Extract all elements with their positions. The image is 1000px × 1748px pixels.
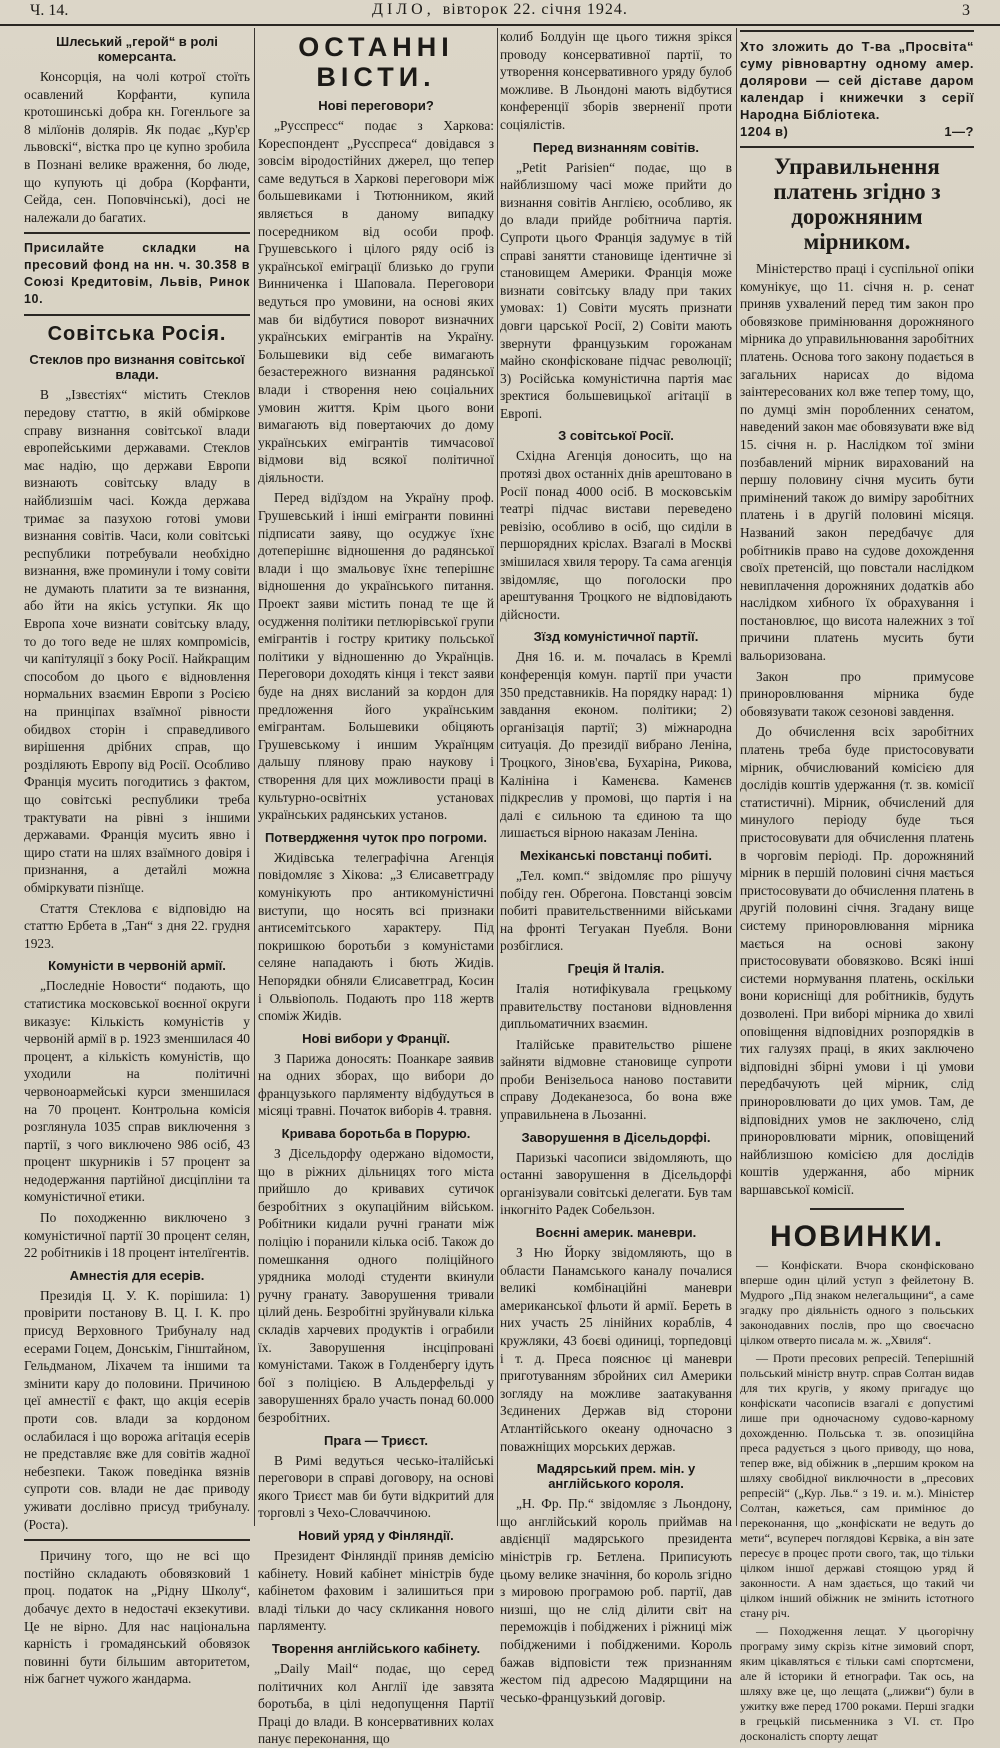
article-paragraph: В „Ізвєстіях“ містить Стеклов передову статтю, в якій обміркове справу визнання совітської влади европейськими державами. Стеклов має надію, що держави Европи визнають совітську владу в найблизшім часі. Кожда держава тримає за пазухою готові умови визнання совітів. Часи, коли совітські республики потребували необхідно визнання, вже проминули і тому совіти не думають платити за те визнання, або йти на якісь уступки. Як що Европа хоче визнати совітську владу, то до того веде не шлях компромісів, чи капітуляції з боку Росії. Найкращим способом до цього є відновлення нормальних взаємин Европи з Росією на принціпах взаїмної рівности обидвох сторін і справедливого вирішення дрібних справ, що розділяють Европу від Росії. Особливо Франція мусить погодитись з фактом, що совітські республики треба трактувати на рівні з іншими державами. Франція мусить явно і щиро стати на шлях взаїмного довіря і признання, а детайлі можна обміркувати пізнїще.	[24, 387, 250, 895]
article-title: Потвердження чуток про погроми.	[264, 829, 488, 845]
section-rule	[24, 314, 250, 316]
column-1	[24, 28, 250, 1687]
section-rule	[740, 30, 974, 32]
article-title: Амнестія для есерів.	[69, 1267, 205, 1283]
article-paragraph: В Римі ведуться чесько-італійські переговори в справі договору, на основі якого Триєст мав би бути відкритий для торговлі з Чехо-Словаччиною.	[258, 1452, 494, 1521]
article-title: Творення англійського кабінету.	[271, 1640, 481, 1656]
article-paragraph: З Парижа доносять: Поанкаре заявив на одних зборах, що вибори до французького парляменту відбудуться в місяці травні. Початок виборів 4. травня.	[258, 1050, 494, 1119]
article-title: Совітська Росія.	[47, 323, 227, 346]
article-paragraph: „Русспресс“ подає з Харкова: Кореспондент „Русспреса“ довідався з зовсім віродостійних джерел, що тепер саме ведуться в Харкові переговори між большевиками і Тютюнником, який являється в даному випадку посередником від особи проф. Грушевського і цілого ряду осіб із української еміграції близько до групи Винниченка і Шаповала. Переговори ведуться про умовини, на основі яких мав би відбутися поворот визначних українських емігрантів на Україну. Большевики від себе вимагають безастережного визнання радянської влади і створення нею соціальних умовин життя. Крім цього вони вимагають від повертаючих до дому українських емігрантів тимчасової відмови від всякої політичної діяльности.	[258, 118, 494, 485]
article-paragraph: „Последніе Новости“ подають, що статистика московської воєнної округи виказує: Кількість комуністів у червоній армії в р. 1923 зменшилася 40 процент, а кількість комуністів, що уходили на політичні червоноармейські курси зменшилася на 70 процент. Контрольна комісія розглянула 1035 справ виключення з партії, з чого виключено 986 осіб, 43 процент шкурників і 57 процент за недодержання партійної дисціпліни та комуністичної етики.	[24, 978, 250, 1205]
masthead	[0, 0, 1000, 26]
article-paragraph: Жидівська телеграфічна Агенція повідомляє з Хікова: „З Єлисаветграду комунікують про антикомуністичні виступи, що носять всі признаки антисемітського характеру. Під покришкою боротьби з комуністами селяне нападають і бють Жидів. Непорядки обняли Єлисаветград, Косин і Ольвіополь. Подають про 118 жертв споміж Жидів.	[258, 849, 494, 1024]
news-item: — Конфіскати. Вчора сконфісковано вперше один цілий уступ з фейлетону В. Мудрого „Під знаком нелегальщини“, а саме згадку про діяльність одного з польських законодавних послів, про що своєчасно цілком отверто писала м. ж. „Хвиля“.	[740, 1258, 974, 1348]
paper-name: ДІЛО,	[372, 1, 435, 18]
news-item: — Проти пресових репресій. Теперішній польський міністр внутр. справ Солтан видав для тих кругів, у якому пригадує що конфіскати часописів взагалі є допустимі лише при одночасному судово-карному дохожденню. Польська т. зв. опозиційна преса радується з цього приводу, що нова, тепер вже, від обіжник в „першим кроком на шляху свобідної виключности в „пресових репресій“ („Кур. Льв.“ з 19. и. м.). Міністер Солтан, кажеться, сам примінює до переконання, що „конфіскати не ведуть до мети“, всупереч поглядові Кєрвіка, а він зате пересує в процес проти свого, так, що тільки цілком іншої державі стоящою уряд й законности. А нам здається, що такий чи цілком інший обіжник не змінить істотного стану річ.	[740, 1351, 974, 1621]
column-divider	[497, 28, 498, 1526]
notice-mark: 1—?	[944, 124, 974, 139]
article-paragraph: До обчислення всіх заробітних платень треба буде пристосовувати мірник, обчислюваний комісією для дослідів коштів удержання (т. зв. комісії статистичні). Мірник, обчислений для минулого періоду буде ться пристосовувати для обчислення платень в чорговім періоді. Пр. дорожняний мірник в першій половині січня мається пристосовувати до обчислення платень в другій половині січня. Згадану вище систему приноровлювання мірника мається на основі закону пристосовувати обовязково. Всякі інші системи нормування платень, оскільки вони корисніщі для робітників, будуть дозволені. При виборі мірника до хвилі оповіщення відповідних розпорядків в тих галузях праці, в яких заключено відповідні збірні умови і ці умови передбачують цей мірник, слід приноровлювати до цих умов. Там, де відповідних умов не заключено, слід приноровлювати мірник, оповіщений найблизшою комісією для дослідів коштів удержання, або мірник варшавської комісії.	[740, 724, 974, 1197]
masthead-title	[0, 1, 1000, 19]
article-paragraph: По походженню виключено з комуністичної партії 30 процент селян, 22 робітників і 18 процент інтелїгентів.	[24, 1210, 250, 1261]
article-title: Зїзд комуністичної партії.	[533, 629, 699, 645]
article-paragraph: Східна Агенція доносить, що на протязі двох останніх днів арештовано в Росії понад 4000 осіб. В московськім театрі підчас вистави переведено ревізію, особливо в осіб, що сиділи в першорядних кріслах. Взагалі в Москві змішилася хвиля терору. Та сама агенція звідомляє, що поголоски про арештування Троцкого не відповідають дійсности.	[500, 448, 732, 622]
article-title: Кривава боротьба в Порурю.	[281, 1126, 471, 1142]
column-3	[500, 28, 732, 1705]
issue-date: вівторок 22. січня 1924.	[442, 1, 628, 18]
article-paragraph: Міністерство праці і суспільної опіки комунікує, що 11. січня н. р. сенат приняв ухвалений перед тим закон про обовязкове примінювання дорожняного мірника до управильнювання заробітних платень. Основа того закону подається в загальних нарисах до відома заінтересованих кол вже тепер тому, що, по думці змін поробленних сенатом, наведений закон має обовязувати вже від 15. січня н. р. Наслідком тої зміни позбавлений мірник вирахований на першу половину січня мусить бути примінений також до виміру заробітних платень і в другій половині місяця. Названий закон передбачує для робітників право на судове дохождення своїх претенсій, що повстали наслідком невиплачення дорожняних додатків або наслідком хибного їх обрахування і постановлює, що висота належних з тої причини платень мусить бути вальоризована.	[740, 261, 974, 664]
article-paragraph: Стаття Стеклова є відповідю на статтю Ербета в „Тан“ з дня 22. грудня 1923.	[24, 900, 250, 951]
section-rule	[740, 146, 974, 148]
article-paragraph: „Тел. комп.“ звідомляє про рішучу побіду ген. Обрегона. Повстанці зовсім побиті правительственними військами на фронті Тегуакан Пуебля. Вони розбіглися.	[500, 867, 732, 954]
notice-code: 1204 в)	[740, 124, 789, 139]
article-paragraph: „Daily Mail“ подає, що серед політичних кол Англії іде завзята боротьба, в цілі недопущення Партії Праці до влади. В консервативних колах панує переконання, що	[258, 1660, 494, 1747]
news-item: — Походження лещат. У цьогорічну програму зиму скрізь кітне зимовий спорт, яким цікавляться є тільки самі спортсмени, але й історики й етнографи. Так ось, на шляху вже це, що лещата („лижви“) були в ужитку вже перед 1700 роками. Перші згадки в грецькій письменника з VI. ст. Про досконалість спорту лещат	[740, 1624, 974, 1744]
article-title: Мехіканські повстанці побиті.	[519, 847, 713, 863]
article-paragraph: З Ню Йорку звідомляють, що в области Панамського каналу почалися великі комбінаційні маневри американської фльоти й армії. Береть в них участь 25 лінійних кораблів, 4 кружляки, 43 боєві одиниці, торпедовці і т. д. Преса пояснює ці маневри приготуванням збройних сил Америки зогляду на можливе заатакування Зєдинених Держав від сторони Атлантійського океану одночасно з поважніщих морських держав.	[500, 1245, 732, 1454]
article-subtitle: Стеклов про визнання совітської влади.	[29, 352, 245, 383]
section-rule	[24, 232, 250, 234]
article-paragraph: Італійське правительство рішене зайняти відмовне становище супроти проби Венізельоса наново поставити справу Додеканезоса, бо вона вже управильнена в Льозанні.	[500, 1036, 732, 1123]
news-section-title: НОВИНКИ.	[769, 1220, 945, 1254]
article-paragraph: Дня 16. и. м. почалась в Кремлі конференція комун. партії при участи 350 представників. На порядку нарад: 1) завдання економ. політики; 2) організація партії; 3) міжнародна ситуація. До президії вибрано Леніна, Троцкого, Зінов'єва, Бухаріна, Рикова, Калініна і Каменєва. Каменєв підкреслив у промові, що партія і на далі є сильною та єдиною та що лишається вірною наказам Леніна.	[500, 649, 732, 841]
article-paragraph: Президент Фінляндії приняв демісію кабінету. Новий кабінет міністрів буде кабінетом фаховим і залишиться при владі тільки до часу скликання нового парляменту.	[258, 1547, 494, 1634]
section-rule	[810, 1208, 904, 1210]
article-title: Управильнення платень згідно з дорожняним мірником.	[773, 154, 941, 254]
column-divider	[736, 28, 737, 1526]
article-paragraph: Італія нотифікувала грецькому правительству постанови відновлення дипльоматичних взаємин.	[500, 980, 732, 1032]
prosvita-notice-text: Хто зложить до Т-ва „Просвіта“ суму рівновартну одному амер. долярови — сей діставе даром календар і книжечки з серії Народна Бібліотека.	[740, 39, 974, 122]
column-2	[258, 28, 494, 1747]
column-divider	[254, 28, 255, 1526]
page-number: 3	[962, 2, 970, 19]
article-paragraph: „Н. Фр. Пр.“ звідомляє з Льондону, що англійський король приймав на авдієнції мадярського президента міністрів гр. Бетлена. Приписують цьому велике значіння, бо король згідно з мировою програмою роб. партії, дав низші, що не слід ділити світ на переможців і побіджених і ріжниці між побідженими і побідженими. Король бажав відповісти теж признанням жестом під адресою Мадярщини на чесько-французький договір.	[500, 1496, 732, 1705]
article-title: Шлеський „герой“ в ролі комерсанта.	[56, 34, 218, 64]
article-title: Мадярський прем. мін. у англійського короля.	[536, 1461, 696, 1492]
article-title: Заворушення в Дісельдорфі.	[521, 1129, 711, 1145]
article-title: Греція й Італія.	[567, 960, 665, 976]
article-paragraph: Консорція, на чолі котрої стоїть осавлений Корфанти, купила кротошинські добра кн. Гогенльоге за 8 мілїонів долярів. Як подає „Кур'єр львовскі“, вістка про це купно зробила в Познані велике враження, бо люде, що купують ці добра (Корфанти, Сейда, сен. Поповчінські), досі не належали до багатих.	[24, 69, 250, 225]
article-title: З совітської Росії.	[558, 428, 674, 444]
article-paragraph: колиб Болдуін ще цього тижня зрікся проводу консервативної партії, то утворення консервативного уряду булоб можливе. В Льондоні мають відбутися конференції зборів зверненії проти соціялістів.	[500, 29, 732, 132]
prosvita-notice	[740, 38, 974, 140]
article-title: Новий уряд у Фінляндії.	[298, 1527, 454, 1543]
article-title: Нові переговори?	[318, 98, 434, 113]
article-paragraph: Президія Ц. У. К. порішила: 1) провірити постанову В. Ц. І. К. про присуд Верховного Трибуналу над есерами Гоцем, Донськім, Гінштайном, Гельдманом, Ліхачем та іншими та змінити кару до половини. Причиною цеї амнестії є факт, що акція есерів проти сов. влади за кордоном ослабилася і що ворожа агітація есерів не представляє вже для совітів жадної небезпеки. Також поведінка вязнів супроти сов. влади не дає приводу уживати дослівно присуд трибуналу. (Роста).	[24, 1287, 250, 1532]
article-title: Комуністи в червоній армії.	[48, 958, 226, 974]
article-paragraph: Паризькі часописи звідомляють, що останні заворушення в Дісельдорфі організували совітські делегати. Був там інкогніто Радек Собельзон.	[500, 1149, 732, 1218]
article-paragraph: Перед відїздом на Україну проф. Грушевський і інші емігранти повинні підписати заяву, що осуджує їхнє дотеперішнє відношення до радянської влади і що змальовує їхнє теперішнє відношення до українського питання. Проект заяви містить понад те ще й осудження політики петлюрівської групи емігрантів і гостру критику польської політики у відношенню до Українців. Переговори доходять кінця і текст заяви буде на днях висланий за кордон для предложення його українським емігрантам. Большевики обіцяють Грушевському і иншим Українцям дальшу плянову праю наукову і створення для цих можливости праці в культурно-освітніх установах українських радянських установ.	[258, 490, 494, 823]
article-paragraph: З Дісельдорфу одержано відомости, що в ріжних дільницях того міста прийшло до кривавих сутичок безробітних з окупаційним військом. Робітники кидали ручні гранати між поліцію і поранили кілька осіб. Також до помешкання одного поліційного урядника молоді студенти вкинули ручну гранату. Заворушення тривали цілий день. Безробітні зруйнували кілька складів харчевих продуктів і ограбили їх. Заворушення інсціпровані комуністами. Також в Голденбергу ідуть бої з поліцією. В Альдерфельді у заворушеннях брало участь понад 60.000 безробітних.	[258, 1146, 494, 1425]
news-items	[740, 1258, 974, 1744]
section-rule	[24, 1539, 250, 1541]
article-title: Воєнні америк. маневри.	[535, 1225, 697, 1241]
article-title: Перед визнанням совітів.	[532, 139, 699, 155]
prosvita-notice-footer	[740, 123, 974, 140]
article-paragraph: Закон про примусове приноровлювання мірника буде обовязувати також сезонові завдення.	[740, 668, 974, 719]
press-fund-notice: Присилайте складки на пресовий фонд на нн. ч. 30.358 в Союзі Кредитовім, Львів, Ринок 10.	[24, 241, 250, 307]
article-title: Прага — Триєст.	[323, 1432, 428, 1448]
column-4	[740, 28, 974, 1744]
article-paragraph: Причину того, що не всі що постійно складають обовязковий 1 проц. податок на „Рідну Школу“, добачує дехто в недостачі екзекутиви. Це не вірно. Для нас національна карність і громадянський обовязок повинні бути більшим авторитетом, ніж багнет чужого жандарма.	[24, 1548, 250, 1687]
article-title: Нові вибори у Франції.	[302, 1030, 450, 1046]
article-paragraph: „Petit Parisien“ подає, що в найблизшому часі може прийти до визнання совітів Англією, особливо, як до влади прийде робітнича партія. Супроти цього Франція задумує в тій справі занятти становище ідентичне зі становищем Америки. Франція може визнати совітську владу при таких умовах: 1) Совіти мусять признати довги царської Росії, 2) Совіти мають звернути французьким горожанам майно сконфісковане підчас революції; 3) Російська комуністична партія має зректися большевицької агітації в Европі.	[500, 159, 732, 421]
issue-number: Ч. 14.	[30, 2, 69, 19]
latest-news-banner: ОСТАННІ ВІСТИ.	[298, 32, 454, 92]
